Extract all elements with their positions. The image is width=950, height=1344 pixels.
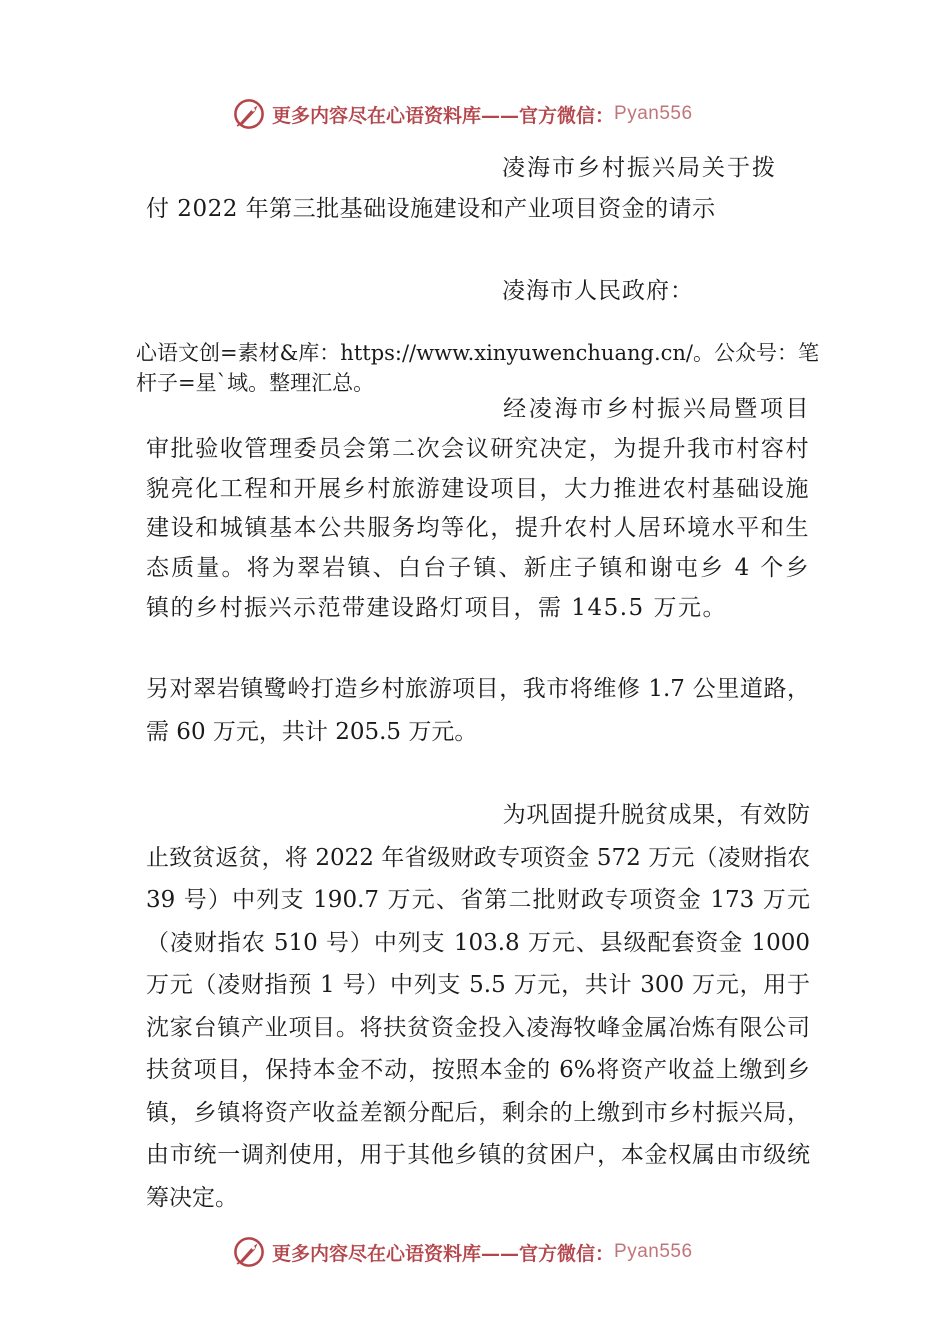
watermark-footer <box>232 1234 693 1270</box>
pen-nib-logo-icon <box>232 97 266 131</box>
paragraph-text: 另对翠岩镇鹭岭打造乡村旅游项目，我市将维修 1.7 公里道路，需 60 万元，共计 205.5 万元。 <box>146 676 810 745</box>
addressee: 凌海市人民政府： <box>502 278 694 304</box>
document-title-line2: 付 2022 年第三批基础设施建设和产业项目资金的请示 <box>146 196 716 222</box>
paragraph-text: 经凌海市乡村振兴局暨项目审批验收管理委员会第二次会议研究决定，为提升我市村容村貌亮化工程和开展乡村旅游建设项目，大力推进农村基础设施建设和城镇基本公共服务均等化，提升农村人居环境水平和生态质量。将为翠岩镇、白台子镇、新庄子镇和谢屯乡 4 个乡镇的乡村振兴示范带建设路灯项目，需 145.5 万元。 <box>146 396 810 621</box>
document-title-line1: 凌海市乡村振兴局关于拨 <box>502 155 777 181</box>
watermark-text: 更多内容尽在心语资料库——官方微信： <box>272 1242 615 1265</box>
watermark-contact: Pyan556 <box>614 1241 693 1262</box>
watermark-header <box>232 96 693 132</box>
watermark-contact: Pyan556 <box>614 103 693 124</box>
body-paragraph <box>146 390 810 629</box>
body-paragraph <box>146 794 810 1219</box>
paragraph-text: 为巩固提升脱贫成果，有效防止致贫返贫，将 2022 年省级财政专项资金 572 万元（凌财指农 39 号）中列支 190.7 万元、省第二批财政专项资金 173 万元（凌财指农 510 号）中列支 103.8 万元、县级配套资金 1000 万元（凌财指预 1 号）中列支 5.5 万元，共计 300 万元，用于沈家台镇产业项目。将扶贫资金投入凌海牧峰金属冶炼有限公司扶贫项目，保持本金不动，按照本金的 6%将资产收益上缴到乡镇，乡镇将资产收益差额分配后，剩余的上缴到市乡村振兴局，由市统一调剂使用，用于其他乡镇的贫困户，本金权属由市级统筹决定。 <box>146 802 810 1211</box>
watermark-text: 更多内容尽在心语资料库——官方微信： <box>272 104 615 127</box>
body-paragraph <box>146 668 810 754</box>
source-note: 心语文创=素材&库：https://www.xinyuwenchuang.cn/。公众号：笔杆子=星`域。整理汇总。 <box>136 341 819 395</box>
pen-nib-logo-icon <box>232 1235 266 1269</box>
